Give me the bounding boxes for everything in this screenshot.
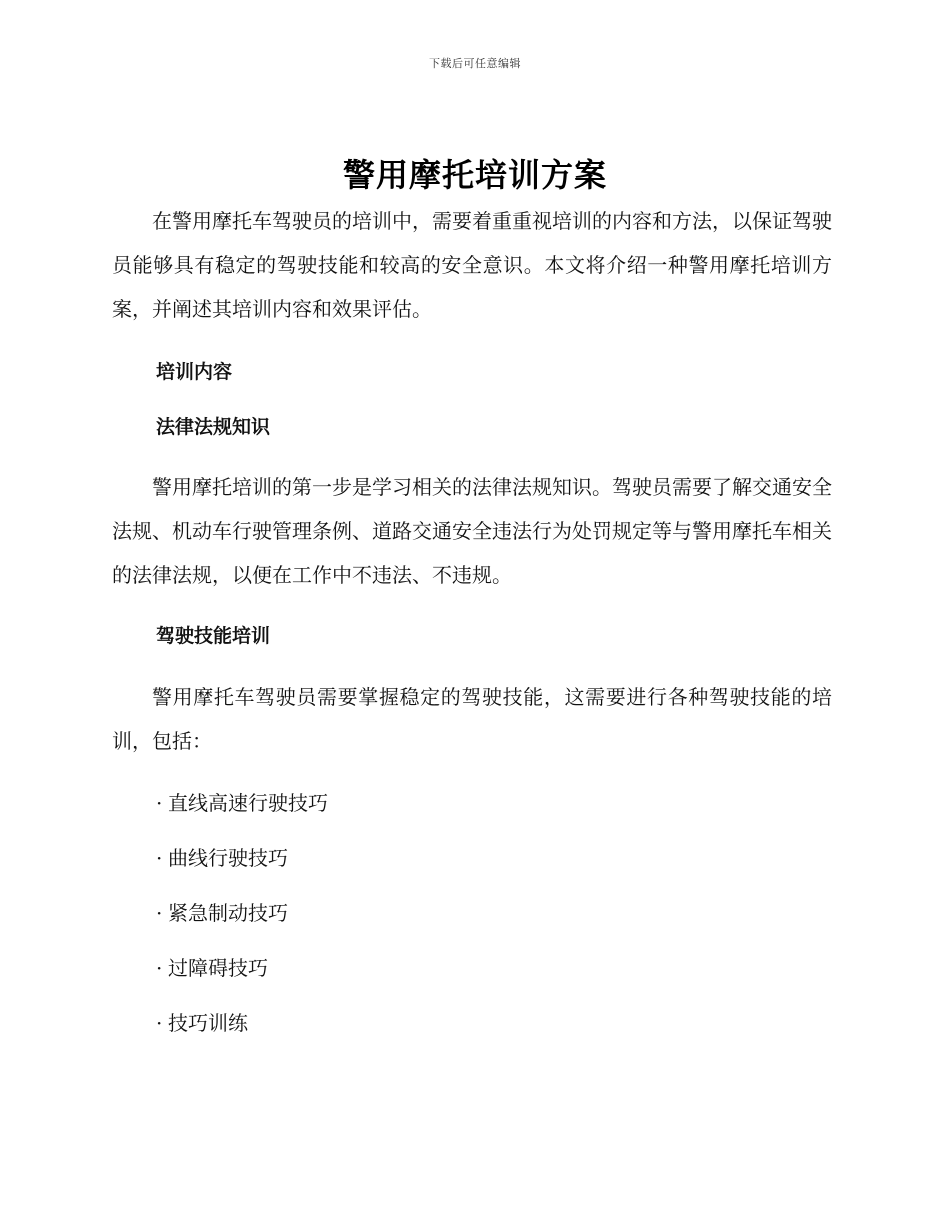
section-heading-training-content: 培训内容 bbox=[156, 361, 233, 383]
list-item-text: 紧急制动技巧 bbox=[168, 901, 288, 925]
subsection-heading-driving-skills: 驾驶技能培训 bbox=[156, 625, 271, 647]
list-item bbox=[112, 954, 832, 982]
laws-paragraph: 警用摩托培训的第一步是学习相关的法律法规知识。驾驶员需要了解交通安全法规、机动车行驶管理条例、道路交通安全违法行为处罚规定等与警用摩托车相关的法律法规，以便在工作中不违法、不违规。 bbox=[112, 475, 832, 587]
list-item bbox=[112, 844, 832, 872]
list-item bbox=[112, 789, 832, 817]
list-item-text: 直线高速行驶技巧 bbox=[168, 791, 328, 815]
document-title: 警用摩托培训方案 bbox=[342, 156, 607, 194]
bullet-icon: · bbox=[156, 791, 163, 815]
bullet-icon: · bbox=[156, 956, 163, 980]
document-body bbox=[112, 199, 832, 1037]
intro-paragraph: 在警用摩托车驾驶员的培训中，需要着重重视培训的内容和方法，以保证驾驶员能够具有稳定的驾驶技能和较高的安全意识。本文将介绍一种警用摩托培训方案，并阐述其培训内容和效果评估。 bbox=[112, 209, 832, 321]
header-note: 下载后可任意编辑 bbox=[429, 57, 521, 70]
skills-list bbox=[112, 789, 832, 1037]
list-item bbox=[112, 899, 832, 927]
list-item-text: 曲线行驶技巧 bbox=[168, 846, 288, 870]
list-item bbox=[112, 1009, 832, 1037]
subsection-heading-laws: 法律法规知识 bbox=[156, 416, 271, 438]
bullet-icon: · bbox=[156, 1011, 163, 1035]
list-item-text: 技巧训练 bbox=[168, 1011, 248, 1035]
list-item-text: 过障碍技巧 bbox=[168, 956, 268, 980]
bullet-icon: · bbox=[156, 901, 163, 925]
bullet-icon: · bbox=[156, 846, 163, 870]
driving-skills-paragraph: 警用摩托车驾驶员需要掌握稳定的驾驶技能，这需要进行各种驾驶技能的培训，包括： bbox=[112, 685, 832, 753]
